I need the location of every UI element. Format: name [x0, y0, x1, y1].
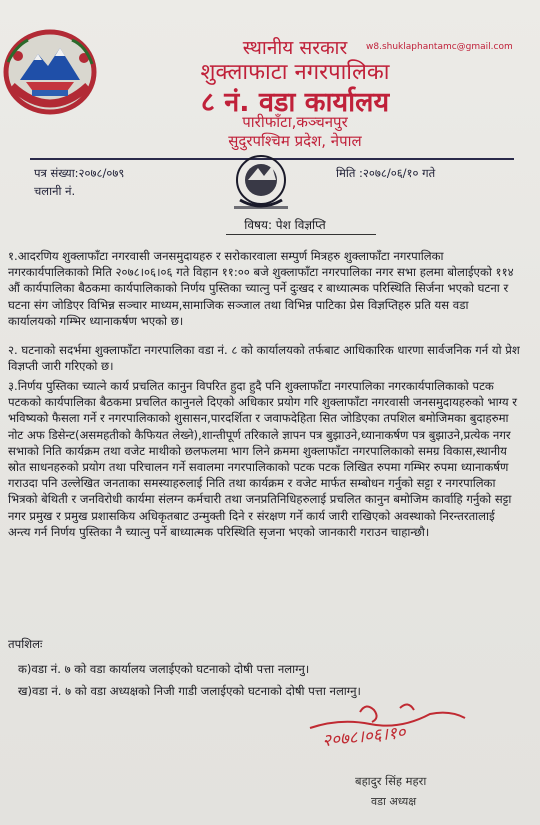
dispatch-number: चलानी नं.: [34, 184, 76, 198]
header-line-1: स्थानीय सरकार: [242, 37, 348, 59]
header-province: सुदुरपश्चिम प्रदेश, नेपाल: [228, 132, 362, 150]
paragraph-2: [8, 342, 520, 374]
signer-role: वडा अध्यक्ष: [371, 795, 417, 808]
office-stamp: [220, 150, 302, 218]
signer-name: बहादुर सिंह महरा: [355, 774, 427, 788]
details-heading-text: तपशिलः: [8, 637, 43, 651]
subject-line: विषय: पेश विज्ञप्ति: [244, 218, 326, 232]
header-address: पारीफाँटा,कञ्चनपुर: [242, 113, 348, 131]
header-email: w8.shuklaphantamc@gmail.com: [366, 42, 513, 52]
subject-underline: [226, 234, 376, 235]
letter-date: मिति :२०७८/०६/१० गते: [336, 166, 436, 180]
paragraph-1: [8, 248, 520, 329]
reference-number: पत्र संख्या:२०७८/०७९: [34, 166, 125, 180]
details-heading: [8, 636, 520, 652]
header-line-2: शुक्लाफाटा नगरपालिका: [200, 60, 390, 85]
list-item: ख)वडा नं. ७ को वडा अध्यक्षको निजी गाडी जलाईएको घटनाको दोषी पत्ता नलाग्नु।: [18, 684, 361, 698]
signature-date: २०७८।०६।१०: [321, 722, 407, 752]
paragraph-1-text: १.आदरणिय शुक्लाफाँटा नगरवासी जनसमुदायहरु र सरोकारवाला सम्पुर्ण मित्रहरु शुक्लाफाँटा नगरपालिका नगरकार्यपालिकाको मिति २०७८।०६।०६ गते विहान ११:०० बजे शुक्लाफाँटा नगरपालिका नगर सभा हलमा बोलाईएको ११४ औं कार्यपालिका बैठकमा कार्यपालिकाको निर्णय पुस्तिका च्यात्नु पर्ने दुःखद र बाध्यात्मक परिस्थिति सिर्जना भएको घटना र घटना संग जोडिएर विभिन्न सञ्चार माध्यम,सामाजिक सञ्जाल तथा विभिन्न पाटिका प्रेस विज्ञप्तिहरु प्रति यस वडा कार्यालयको गम्भिर ध्यानाकर्षण भएको छ।: [8, 249, 514, 328]
paragraph-3: [8, 378, 520, 540]
paragraph-2-text: २. घटनाको सदर्भमा शुक्लाफाँटा नगरपालिका वडा नं. ८ को कार्यालयको तर्फबाट आधिकारिक धारणा सार्वजनिक गर्न यो प्रेश विज्ञप्ती जारी गरिएको छ।: [8, 343, 520, 374]
header-office-title: ८ नं. वडा कार्यालय: [200, 87, 390, 118]
list-item: क)वडा नं. ७ को वडा कार्यालय जलाईएको घटनाको दोषी पत्ता नलाग्नु।: [18, 662, 310, 676]
paragraph-3-text: ३.निर्णय पुस्तिका च्यात्ने कार्य प्रचलित कानुन विपरित हुदा हुदै पनि शुक्लाफाँटा नगरपालिका नगरकार्यपालिकाको पटक पटकको कार्यपालिका बैठकमा प्रचलित कानुनले दिएको अधिकार प्रयोग गरि शुक्लाफाँटा नगरवासी जनसमुदायहरुको भाग्य र भविष्यको फैसला गर्ने र नगरपालिकाको शुसासन,पारदर्शिता र जवाफदेहिता सित जोडिएका तपशिल बमोजिमका बुदाहरुमा नोट अफ डिसेन्ट(असमहतीको कैफियत लेख्ने),शान्तीपूर्ण तरिकाले ज्ञापन पत्र बुझाउने,ध्यानाकर्षण पत्र बुझाउने,प्रत्येक नगर सभाको निति कार्यक्रम तथा वजेट माथीको छलफलमा भाग लिने क्रममा शुक्लाफाँटा नगरपालिकाको समग्र विकास,स्थानीय स्रोत साधनहरुको प्रयोग तथा परिचालन गर्ने सवालमा नगरपालिकाको पटक पटक लिखित रुपमा गम्भिर रुपमा ध्यानाकर्षण गराउदा पनि उल्लेखित जनताका समस्याहरुलाई निति तथा कार्यक्रम र वजेट मार्फत सम्बोधन गर्नुको सट्टा र नगरपालिका भित्रको बेथिती र जनविरोधी कार्यमा संलग्न कर्मचारी तथा जनप्रतिनिधिहरुलाई प्रचलित कानुन बमोजिम कार्वाहि गर्नुको सट्टा नगर प्रमुख र प्रमुख प्रशासकिय अधिकृतबाट उन्मुक्ती दिने र संरक्षण गर्ने कार्य जारी राखिएको अवस्थाको निरन्तरतालाई अन्त्य गर्न निर्णय पुस्तिका नै च्यात्नु पर्ने बाध्यात्मक परिस्थिति सृजना भएको जानकारी गराउन चाहान्छौ।: [8, 379, 518, 539]
